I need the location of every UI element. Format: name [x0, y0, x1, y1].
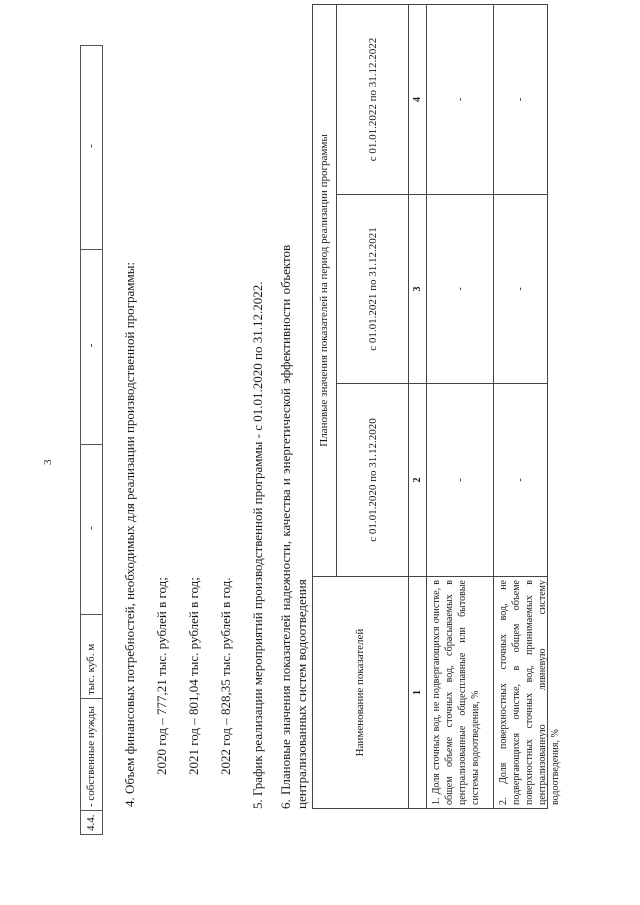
- paragraph-4: 4. Объем финансовых потребностей, необходимых для реализации производственной программы:: [122, 261, 137, 807]
- row-value-2022: -: [85, 144, 97, 148]
- column-number-2: 2: [409, 383, 427, 576]
- column-number-1: 1: [409, 576, 427, 808]
- paragraph-6-line-1: 6. Плановые значения показателей надежности, качества и энергетической эффективности объектов: [278, 244, 293, 809]
- table-row-1-name: 1. Доля сточных вод, не подвергающихся очистке, в общем объеме сточных вод, сбрасываемых в централизованные общесплавные или бытовые системы водоотведения, %: [427, 576, 494, 808]
- header-indicator-name: Наименование показателей: [313, 576, 409, 808]
- table-row-2-value-2022: -: [515, 97, 526, 102]
- paragraph-5: 5. График реализации мероприятий производственной программы - с 01.01.2020 по 31.12.2022.: [250, 281, 265, 809]
- row-unit: тыс. куб. м: [81, 614, 102, 698]
- header-planned-values: Плановые значения показателей на период реализации программы: [313, 5, 337, 576]
- row-value-2020: -: [81, 444, 102, 614]
- column-number-3: 3: [409, 194, 427, 383]
- row-value-2021: -: [81, 249, 102, 444]
- paragraph-6-line-2: централизованных систем водоотведения: [294, 579, 309, 809]
- table-row-2-value-2020: -: [494, 383, 547, 576]
- indicators-table: [312, 4, 561, 809]
- header-period-2022: с 01.01.2022 по 31.12.2022: [337, 5, 409, 194]
- table-row-fragment: [80, 45, 103, 835]
- header-period-2021: с 01.01.2021 по 31.12.2021: [337, 194, 409, 383]
- table-row-1-value-2021: -: [427, 194, 494, 383]
- table-row-1-value-2022: -: [427, 5, 494, 194]
- header-period-2020: с 01.01.2020 по 31.12.2020: [337, 383, 409, 576]
- row-name: - собственные нужды: [81, 698, 102, 810]
- line-2021: 2021 год – 801,04 тыс. рублей в год;: [186, 577, 201, 775]
- line-2022: 2022 год – 828,35 тыс. рублей в год.: [218, 577, 233, 775]
- table-row-2-name: 2. Доля поверхностных сточных вод, не подвергающихся очистке, в общем объеме поверхностных сточных вод, принимаемых в централизованную ливневую систему водоотведения, %: [494, 576, 547, 808]
- page-number: 3: [42, 459, 54, 465]
- column-number-4: 4: [409, 5, 427, 194]
- line-2020: 2020 год – 777,21 тыс. рублей в год;: [154, 577, 169, 775]
- table-row-2-value-2021: -: [494, 194, 547, 383]
- table-row-1-value-2020: -: [427, 383, 494, 576]
- row-number: 4.4.: [81, 810, 102, 834]
